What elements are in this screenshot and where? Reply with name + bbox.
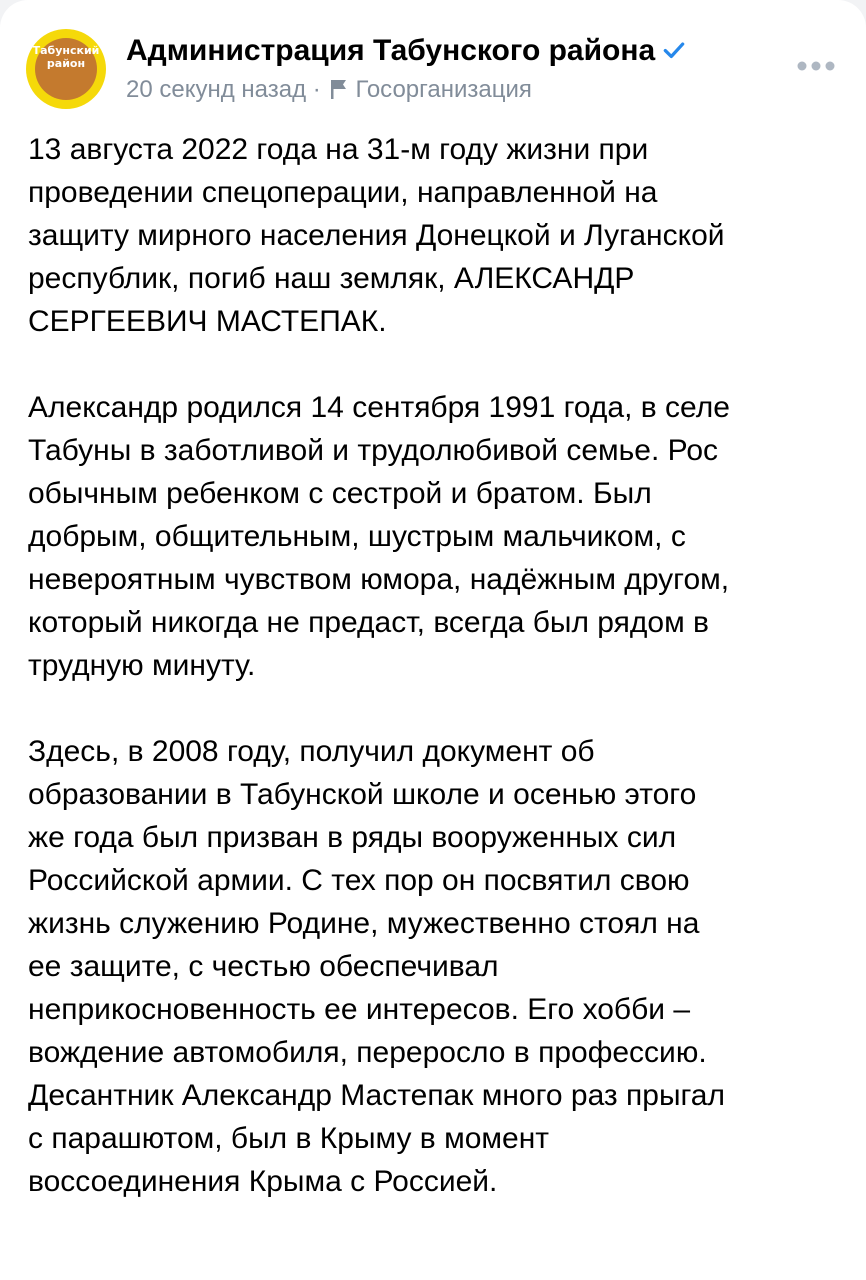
post-paragraph: Александр родился 14 сентября 1991 года, в селе Табуны в заботливой и трудолюбивой семье. Рос обычным ребенком с сестрой и братом. Был добрым, общительным, шустрым мальчиком, с невероятным чувством юмора, надёжным другом, который никогда не предаст, всегда был рядом в трудную минуту. (28, 391, 730, 682)
post-paragraph: Здесь, в 2008 году, получил документ об образовании в Табунской школе и осенью этого же года был призван в ряды вооруженных сил Российской армии. С тех пор он посвятил свою жизнь служению Родине, мужественно стоял на ее защите, с честью обеспечивал неприкосновенность ее интересов. Его хобби – вождение автомобиля, переросло в профессию. Десантник Александр Мастепак много раз прыгал с парашютом, был в Крыму в момент воссоединения Крыма с Россией. (28, 735, 725, 1198)
post-text (28, 128, 848, 1246)
verified-check-icon (661, 37, 687, 63)
flag-icon (329, 78, 349, 100)
avatar[interactable] (26, 29, 106, 109)
post-time[interactable]: 20 секунд назад (126, 76, 307, 103)
author-name[interactable] (126, 34, 687, 68)
avatar-text: Табунский район (32, 44, 100, 70)
post-meta (126, 76, 532, 104)
post-header (26, 24, 846, 114)
more-dots-icon[interactable] (796, 60, 836, 72)
post-category: Госорганизация (355, 76, 532, 103)
author-name-text[interactable]: Администрация Табунского района (126, 34, 656, 67)
meta-separator: · (312, 76, 321, 103)
post-paragraph: 13 августа 2022 года на 31-м году жизни при проведении спецоперации, направленной на защиту мирного населения Донецкой и Луганской республик, погиб наш земляк, АЛЕКСАНДР СЕРГЕЕВИЧ МАСТЕПАК. (28, 133, 725, 338)
